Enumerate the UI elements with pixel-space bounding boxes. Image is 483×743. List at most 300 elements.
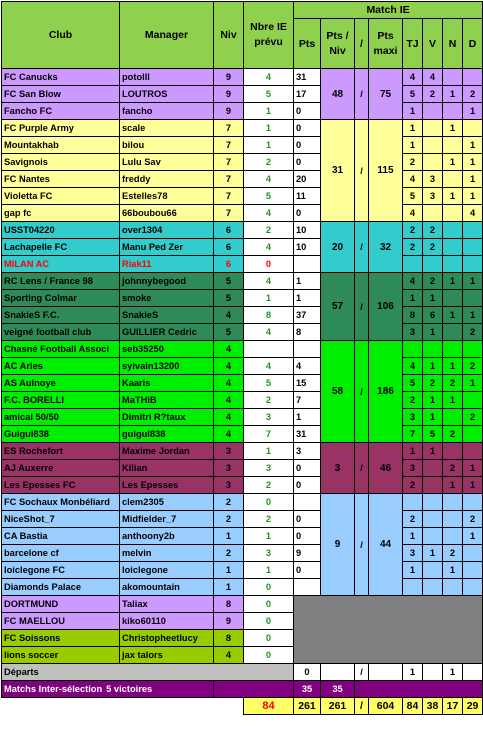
club-cell: Mountakhab [2, 137, 120, 154]
manager-cell: jax talors [120, 647, 214, 664]
d-cell: 1 [463, 307, 483, 324]
n-cell: 2 [443, 460, 463, 477]
v-cell: 4 [423, 69, 443, 86]
manager-cell: anthoony2b [120, 528, 214, 545]
table-row [2, 392, 483, 409]
manager-cell: guigui838 [120, 426, 214, 443]
manager-cell: SnakieS [120, 307, 214, 324]
table-row [2, 511, 483, 528]
tj-cell: 5 [403, 188, 423, 205]
pts-cell: 0 [294, 120, 321, 137]
v-cell [423, 579, 443, 596]
d-cell: 1 [463, 171, 483, 188]
d-cell: 1 [463, 188, 483, 205]
club-cell: USST04220 [2, 222, 120, 239]
pts-cell: 17 [294, 86, 321, 103]
departs-pts: 0 [294, 664, 321, 681]
nbre-cell: 4 [244, 205, 294, 222]
club-cell: Sporting Colmar [2, 290, 120, 307]
manager-cell: smoke [120, 290, 214, 307]
v-cell: 1 [423, 290, 443, 307]
club-cell: AS Aulnoye [2, 375, 120, 392]
tj-cell: 1 [403, 137, 423, 154]
manager-cell: Lulu Sav [120, 154, 214, 171]
manager-cell: clem2305 [120, 494, 214, 511]
club-cell: SnakieS F.C. [2, 307, 120, 324]
niv-cell: 7 [214, 120, 244, 137]
v-cell [423, 103, 443, 120]
pts-cell: 4 [294, 358, 321, 375]
d-cell [463, 239, 483, 256]
club-cell: CA Bastia [2, 528, 120, 545]
group-slash: / [355, 222, 369, 273]
header-pts-maxi: Pts maxi [369, 19, 403, 69]
header-pts: Pts [294, 19, 321, 69]
n-cell [443, 222, 463, 239]
d-cell [463, 426, 483, 443]
n-cell: 2 [443, 545, 463, 562]
nbre-cell: 2 [244, 222, 294, 239]
n-cell [443, 137, 463, 154]
club-cell: AJ Auxerre [2, 460, 120, 477]
v-cell: 2 [423, 239, 443, 256]
table-row [2, 120, 483, 137]
manager-cell: Midfielder_7 [120, 511, 214, 528]
table-row [2, 409, 483, 426]
nbre-cell: 1 [244, 562, 294, 579]
d-cell: 1 [463, 273, 483, 290]
tj-cell [403, 341, 423, 358]
total-tj: 84 [403, 698, 423, 715]
n-cell: 1 [443, 477, 463, 494]
club-cell: loiclegone FC [2, 562, 120, 579]
club-cell: amical 50/50 [2, 409, 120, 426]
inter-pts-niv: 35 [321, 681, 355, 698]
pts-cell: 0 [294, 477, 321, 494]
header-match-ie: Match IE [294, 2, 483, 19]
n-cell: 1 [443, 562, 463, 579]
nbre-cell: 3 [244, 460, 294, 477]
tj-cell: 1 [403, 443, 423, 460]
inter-label-text: Matchs Inter-sélection [4, 684, 103, 694]
n-cell [443, 103, 463, 120]
club-cell: FC Soissons [2, 630, 120, 647]
d-cell [463, 392, 483, 409]
total-pts-niv: 261 [321, 698, 355, 715]
d-cell: 4 [463, 205, 483, 222]
d-cell [463, 494, 483, 511]
d-cell: 2 [463, 511, 483, 528]
pts-cell [294, 341, 321, 358]
niv-cell: 8 [214, 630, 244, 647]
nbre-cell: 4 [244, 239, 294, 256]
d-cell: 2 [463, 86, 483, 103]
inter-label [2, 681, 214, 698]
group-pts-niv: 9 [321, 494, 355, 596]
niv-cell: 8 [214, 596, 244, 613]
v-cell: 3 [423, 171, 443, 188]
manager-cell: johnnybegood [120, 273, 214, 290]
table-row [2, 171, 483, 188]
tj-cell: 4 [403, 205, 423, 222]
niv-cell: 7 [214, 205, 244, 222]
d-cell: 1 [463, 528, 483, 545]
tj-cell: 1 [403, 562, 423, 579]
tj-cell: 5 [403, 86, 423, 103]
d-cell: 2 [463, 324, 483, 341]
nbre-cell: 0 [244, 596, 294, 613]
nbre-cell: 0 [244, 256, 294, 273]
tj-cell [403, 256, 423, 273]
manager-cell: freddy [120, 171, 214, 188]
manager-cell: potolll [120, 69, 214, 86]
pts-cell: 11 [294, 188, 321, 205]
niv-cell: 3 [214, 443, 244, 460]
nbre-cell: 2 [244, 392, 294, 409]
totals-blank [2, 698, 244, 715]
total-v: 38 [423, 698, 443, 715]
club-cell: veigné football club [2, 324, 120, 341]
pts-cell: 9 [294, 545, 321, 562]
v-cell: 2 [423, 375, 443, 392]
d-cell [463, 545, 483, 562]
tj-cell: 2 [403, 239, 423, 256]
d-cell [463, 222, 483, 239]
d-cell: 1 [463, 154, 483, 171]
club-cell: gap fc [2, 205, 120, 222]
standings-table [1, 1, 483, 715]
v-cell: 2 [423, 222, 443, 239]
total-n: 17 [443, 698, 463, 715]
club-cell: Les Epesses FC [2, 477, 120, 494]
tj-cell: 2 [403, 477, 423, 494]
n-cell: 1 [443, 120, 463, 137]
inter-row [2, 681, 483, 698]
v-cell: 1 [423, 392, 443, 409]
nbre-cell: 1 [244, 290, 294, 307]
club-cell: Violetta FC [2, 188, 120, 205]
manager-cell: melvin [120, 545, 214, 562]
manager-cell: Manu Ped Zer [120, 239, 214, 256]
tj-cell: 4 [403, 273, 423, 290]
v-cell [423, 494, 443, 511]
nbre-cell: 1 [244, 528, 294, 545]
nbre-cell: 8 [244, 307, 294, 324]
table-row [2, 273, 483, 290]
table-row [2, 188, 483, 205]
nbre-cell: 7 [244, 426, 294, 443]
header-slash: / [355, 19, 369, 69]
pts-cell: 31 [294, 426, 321, 443]
manager-cell: MaTHiB [120, 392, 214, 409]
manager-cell: akomountain [120, 579, 214, 596]
v-cell: 1 [423, 409, 443, 426]
n-cell: 1 [443, 273, 463, 290]
tj-cell: 2 [403, 222, 423, 239]
table-row [2, 154, 483, 171]
n-cell: 1 [443, 86, 463, 103]
club-cell: barcelone cf [2, 545, 120, 562]
niv-cell: 6 [214, 256, 244, 273]
niv-cell: 9 [214, 86, 244, 103]
n-cell: 2 [443, 426, 463, 443]
pts-cell: 0 [294, 460, 321, 477]
group-slash: / [355, 341, 369, 443]
v-cell: 6 [423, 307, 443, 324]
niv-cell: 1 [214, 579, 244, 596]
nbre-cell: 5 [244, 188, 294, 205]
v-cell: 2 [423, 273, 443, 290]
group-slash: / [355, 443, 369, 494]
header-niv: Niv [214, 2, 244, 69]
tj-cell: 4 [403, 358, 423, 375]
niv-cell: 7 [214, 154, 244, 171]
pts-cell: 20 [294, 171, 321, 188]
table-row [2, 205, 483, 222]
niv-cell: 9 [214, 103, 244, 120]
table-row [2, 324, 483, 341]
manager-cell: Kilian [120, 460, 214, 477]
club-cell: ES Rochefort [2, 443, 120, 460]
tj-cell: 7 [403, 426, 423, 443]
pts-cell: 0 [294, 528, 321, 545]
table-row [2, 358, 483, 375]
table-row [2, 579, 483, 596]
club-cell: Guigui838 [2, 426, 120, 443]
nbre-cell: 0 [244, 613, 294, 630]
niv-cell: 4 [214, 426, 244, 443]
total-slash: / [355, 698, 369, 715]
manager-cell: bilou [120, 137, 214, 154]
nbre-cell: 4 [244, 69, 294, 86]
d-cell: 2 [463, 358, 483, 375]
group-slash: / [355, 494, 369, 596]
group-pts-maxi: 32 [369, 222, 403, 273]
tj-cell: 3 [403, 409, 423, 426]
pts-cell [294, 494, 321, 511]
table-row [2, 307, 483, 324]
pts-cell: 3 [294, 443, 321, 460]
group-pts-niv: 3 [321, 443, 355, 494]
nbre-cell: 1 [244, 137, 294, 154]
manager-cell: over1304 [120, 222, 214, 239]
nbre-cell: 2 [244, 511, 294, 528]
niv-cell: 4 [214, 392, 244, 409]
table-row [2, 86, 483, 103]
niv-cell: 2 [214, 545, 244, 562]
niv-cell: 9 [214, 613, 244, 630]
departs-row [2, 664, 483, 681]
niv-cell: 1 [214, 562, 244, 579]
departs-label: Départs [2, 664, 294, 681]
niv-cell: 5 [214, 290, 244, 307]
group-pts-maxi: 186 [369, 341, 403, 443]
pts-cell: 1 [294, 409, 321, 426]
table-row [2, 290, 483, 307]
group-pts-maxi: 106 [369, 273, 403, 341]
club-cell: lions soccer [2, 647, 120, 664]
departs-pts-maxi [369, 664, 403, 681]
manager-cell: Les Epesses [120, 477, 214, 494]
table-row [2, 545, 483, 562]
manager-cell: Riak11 [120, 256, 214, 273]
n-cell: 2 [443, 375, 463, 392]
v-cell: 1 [423, 545, 443, 562]
table-row [2, 426, 483, 443]
gray-block [294, 596, 483, 664]
n-cell [443, 324, 463, 341]
pts-cell: 10 [294, 239, 321, 256]
manager-cell: Kaaris [120, 375, 214, 392]
nbre-cell: 0 [244, 494, 294, 511]
group-pts-maxi: 44 [369, 494, 403, 596]
niv-cell: 7 [214, 137, 244, 154]
inter-filler [214, 681, 294, 698]
nbre-cell: 4 [244, 358, 294, 375]
d-cell [463, 290, 483, 307]
niv-cell: 4 [214, 358, 244, 375]
pts-cell: 0 [294, 562, 321, 579]
club-cell: Savignois [2, 154, 120, 171]
pts-cell: 0 [294, 205, 321, 222]
v-cell: 2 [423, 86, 443, 103]
v-cell: 5 [423, 426, 443, 443]
n-cell [443, 579, 463, 596]
d-cell [463, 256, 483, 273]
manager-cell: loiclegone [120, 562, 214, 579]
niv-cell: 6 [214, 222, 244, 239]
table-row [2, 256, 483, 273]
v-cell [423, 137, 443, 154]
nbre-cell: 1 [244, 443, 294, 460]
v-cell [423, 120, 443, 137]
nbre-cell: 2 [244, 477, 294, 494]
pts-cell: 0 [294, 103, 321, 120]
nbre-cell: 4 [244, 324, 294, 341]
table-row [2, 239, 483, 256]
departs-n: 1 [443, 664, 463, 681]
tj-cell: 3 [403, 324, 423, 341]
group-slash: / [355, 120, 369, 222]
total-pts-maxi: 604 [369, 698, 403, 715]
pts-cell: 10 [294, 222, 321, 239]
niv-cell: 3 [214, 460, 244, 477]
club-cell: DORTMUND [2, 596, 120, 613]
d-cell: 1 [463, 477, 483, 494]
v-cell [423, 256, 443, 273]
table-row [2, 375, 483, 392]
club-cell: NiceShot_7 [2, 511, 120, 528]
n-cell [443, 290, 463, 307]
manager-cell: Taliax [120, 596, 214, 613]
club-cell: FC MAELLOU [2, 613, 120, 630]
tj-cell: 5 [403, 375, 423, 392]
tj-cell: 3 [403, 460, 423, 477]
table-row [2, 460, 483, 477]
n-cell [443, 494, 463, 511]
n-cell [443, 239, 463, 256]
table-row [2, 137, 483, 154]
n-cell: 1 [443, 188, 463, 205]
nbre-cell: 0 [244, 630, 294, 647]
total-pts: 261 [294, 698, 321, 715]
inter-pts: 35 [294, 681, 321, 698]
manager-cell: Estelles78 [120, 188, 214, 205]
pts-cell: 7 [294, 392, 321, 409]
d-cell [463, 443, 483, 460]
niv-cell: 3 [214, 477, 244, 494]
v-cell [423, 511, 443, 528]
pts-cell: 0 [294, 137, 321, 154]
n-cell: 1 [443, 307, 463, 324]
n-cell: 1 [443, 392, 463, 409]
d-cell [463, 69, 483, 86]
departs-d [463, 664, 483, 681]
table-row [2, 443, 483, 460]
pts-cell: 37 [294, 307, 321, 324]
niv-cell: 7 [214, 188, 244, 205]
v-cell: 1 [423, 358, 443, 375]
tj-cell: 1 [403, 103, 423, 120]
departs-pts-niv [321, 664, 355, 681]
d-cell: 1 [463, 460, 483, 477]
d-cell: 1 [463, 375, 483, 392]
manager-cell: sylvain13200 [120, 358, 214, 375]
nbre-cell: 1 [244, 103, 294, 120]
club-cell: MILAN AC [2, 256, 120, 273]
nbre-cell: 3 [244, 409, 294, 426]
nbre-cell: 0 [244, 579, 294, 596]
pts-cell: 0 [294, 154, 321, 171]
tj-cell: 1 [403, 290, 423, 307]
club-cell: RC Lens / France 98 [2, 273, 120, 290]
group-pts-maxi: 46 [369, 443, 403, 494]
club-cell: FC Purple Army [2, 120, 120, 137]
nbre-cell: 4 [244, 273, 294, 290]
tj-cell [403, 494, 423, 511]
d-cell [463, 341, 483, 358]
tj-cell: 3 [403, 545, 423, 562]
table-row [2, 69, 483, 86]
v-cell [423, 154, 443, 171]
niv-cell: 2 [214, 511, 244, 528]
n-cell: 1 [443, 154, 463, 171]
tj-cell: 1 [403, 120, 423, 137]
v-cell [423, 341, 443, 358]
table-row [2, 596, 483, 613]
nbre-cell: 0 [244, 647, 294, 664]
tj-cell: 4 [403, 69, 423, 86]
d-cell: 2 [463, 409, 483, 426]
niv-cell: 2 [214, 494, 244, 511]
club-cell: F.C. BORELLI [2, 392, 120, 409]
niv-cell: 5 [214, 273, 244, 290]
inter-value-text: 5 victoires [106, 684, 153, 694]
nbre-cell: 1 [244, 120, 294, 137]
tj-cell: 8 [403, 307, 423, 324]
n-cell [443, 69, 463, 86]
tj-cell: 2 [403, 392, 423, 409]
nbre-cell: 2 [244, 154, 294, 171]
v-cell: 1 [423, 443, 443, 460]
niv-cell: 4 [214, 375, 244, 392]
pts-cell [294, 579, 321, 596]
table-row [2, 341, 483, 358]
manager-cell: 66boubou66 [120, 205, 214, 222]
inter-rest [355, 681, 483, 698]
pts-cell: 31 [294, 69, 321, 86]
nbre-cell: 3 [244, 545, 294, 562]
